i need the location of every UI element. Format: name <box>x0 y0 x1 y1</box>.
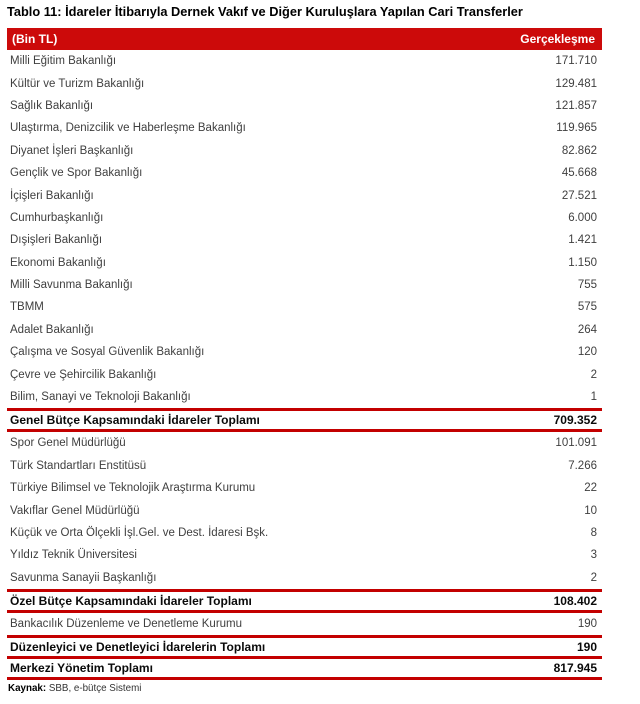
row-label: Bilim, Sanayi ve Teknoloji Bakanlığı <box>10 391 191 404</box>
table-row <box>7 567 602 589</box>
row-label: Genel Bütçe Kapsamındaki İdareler Toplamı <box>10 413 260 428</box>
row-value: 129.481 <box>555 77 597 90</box>
table-header-column-gerceklesme: Gerçekleşme <box>520 32 595 46</box>
table-row <box>7 319 602 341</box>
row-value: 8 <box>590 527 597 539</box>
row-value: 3 <box>590 549 597 562</box>
table-row <box>7 296 602 318</box>
table-row <box>7 252 602 274</box>
row-label: Cumhurbaşkanlığı <box>10 211 104 224</box>
table-row <box>7 184 602 206</box>
table-total-row <box>7 638 602 656</box>
table-row <box>7 140 602 162</box>
table-row <box>7 229 602 251</box>
row-label: Kültür ve Turizm Bakanlığı <box>10 77 145 90</box>
row-value: 1 <box>590 391 597 404</box>
row-label: Milli Eğitim Bakanlığı <box>10 55 117 68</box>
table-row <box>7 499 602 521</box>
row-value: 171.710 <box>555 55 597 68</box>
table-row <box>7 341 602 363</box>
row-label: Düzenleyici ve Denetleyici İdarelerin Toplamı <box>10 640 266 655</box>
row-label: İçişleri Bakanlığı <box>10 189 94 202</box>
table-row <box>7 95 602 117</box>
row-value: 6.000 <box>568 211 597 224</box>
table-row <box>7 455 602 477</box>
row-label: Bankacılık Düzenleme ve Denetleme Kurumu <box>10 618 243 631</box>
table-row <box>7 477 602 499</box>
row-label: Küçük ve Orta Ölçekli İşl.Gel. ve Dest. İdaresi Bşk. <box>10 527 269 539</box>
row-label: Ekonomi Bakanlığı <box>10 256 106 269</box>
row-value: 190 <box>576 640 597 655</box>
row-label: Vakıflar Genel Müdürlüğü <box>10 504 140 517</box>
row-label: Ulaştırma, Denizcilik ve Haberleşme Bakanlığı <box>10 122 246 135</box>
row-value: 7.266 <box>568 459 597 472</box>
table-row <box>7 207 602 229</box>
row-value: 45.668 <box>561 167 597 180</box>
row-label: Çalışma ve Sosyal Güvenlik Bakanlığı <box>10 346 205 359</box>
table-row <box>7 274 602 296</box>
row-value: 575 <box>577 301 597 314</box>
row-label: Merkezi Yönetim Toplamı <box>10 661 153 676</box>
row-label: Adalet Bakanlığı <box>10 323 94 336</box>
row-label: Türkiye Bilimsel ve Teknolojik Araştırma Kurumu <box>10 482 256 495</box>
row-value: 755 <box>577 279 597 292</box>
row-value: 82.862 <box>561 144 597 157</box>
table-row <box>7 50 602 72</box>
row-label: Çevre ve Şehircilik Bakanlığı <box>10 368 157 381</box>
table-header-unit: (Bin TL) <box>12 32 58 46</box>
row-value: 108.402 <box>553 593 597 608</box>
section-divider-line <box>7 677 602 680</box>
source-note-text: SBB, e-bütçe Sistemi <box>46 683 142 695</box>
row-value: 2 <box>590 571 597 584</box>
row-value: 817.945 <box>553 661 597 676</box>
row-value: 22 <box>584 482 597 495</box>
row-value: 2 <box>590 368 597 381</box>
table-body <box>7 50 602 680</box>
row-value: 1.150 <box>568 256 597 269</box>
row-value: 190 <box>577 618 597 631</box>
row-label: Spor Genel Müdürlüğü <box>10 437 126 450</box>
row-value: 709.352 <box>553 413 597 428</box>
transfer-table <box>7 28 602 694</box>
table-row <box>7 162 602 184</box>
table-row <box>7 613 602 635</box>
row-label: Savunma Sanayii Başkanlığı <box>10 571 157 584</box>
row-label: Gençlik ve Spor Bakanlığı <box>10 167 143 180</box>
row-label: Türk Standartları Enstitüsü <box>10 459 147 472</box>
table-row <box>7 386 602 408</box>
table-row <box>7 522 602 544</box>
table-total-row <box>7 592 602 610</box>
table-row <box>7 117 602 139</box>
row-label: Özel Bütçe Kapsamındaki İdareler Toplamı <box>10 593 252 608</box>
row-value: 119.965 <box>556 122 597 135</box>
table-total-row <box>7 659 602 677</box>
source-note-label: Kaynak: <box>8 683 47 695</box>
table-total-row <box>7 411 602 429</box>
row-label: Dışişleri Bakanlığı <box>10 234 103 247</box>
table-row <box>7 363 602 385</box>
row-value: 121.857 <box>555 99 597 112</box>
row-value: 10 <box>584 504 597 517</box>
table-row <box>7 432 602 454</box>
table-header-bar <box>7 28 602 50</box>
row-label: Milli Savunma Bakanlığı <box>10 279 133 292</box>
row-label: Sağlık Bakanlığı <box>10 99 94 112</box>
table-row <box>7 72 602 94</box>
table-title: Tablo 11: İdareler İtibarıyla Dernek Vakıf ve Diğer Kuruluşlara Yapılan Cari Transferler <box>7 4 523 19</box>
row-value: 27.521 <box>561 189 597 202</box>
row-label: Yıldız Teknik Üniversitesi <box>10 549 137 562</box>
row-value: 1.421 <box>568 234 597 247</box>
row-label: Diyanet İşleri Başkanlığı <box>10 144 134 157</box>
row-value: 264 <box>577 323 597 336</box>
row-value: 120 <box>577 346 597 359</box>
source-note <box>8 683 602 694</box>
row-label: TBMM <box>10 301 44 314</box>
table-row <box>7 544 602 566</box>
row-value: 101.091 <box>555 437 597 450</box>
